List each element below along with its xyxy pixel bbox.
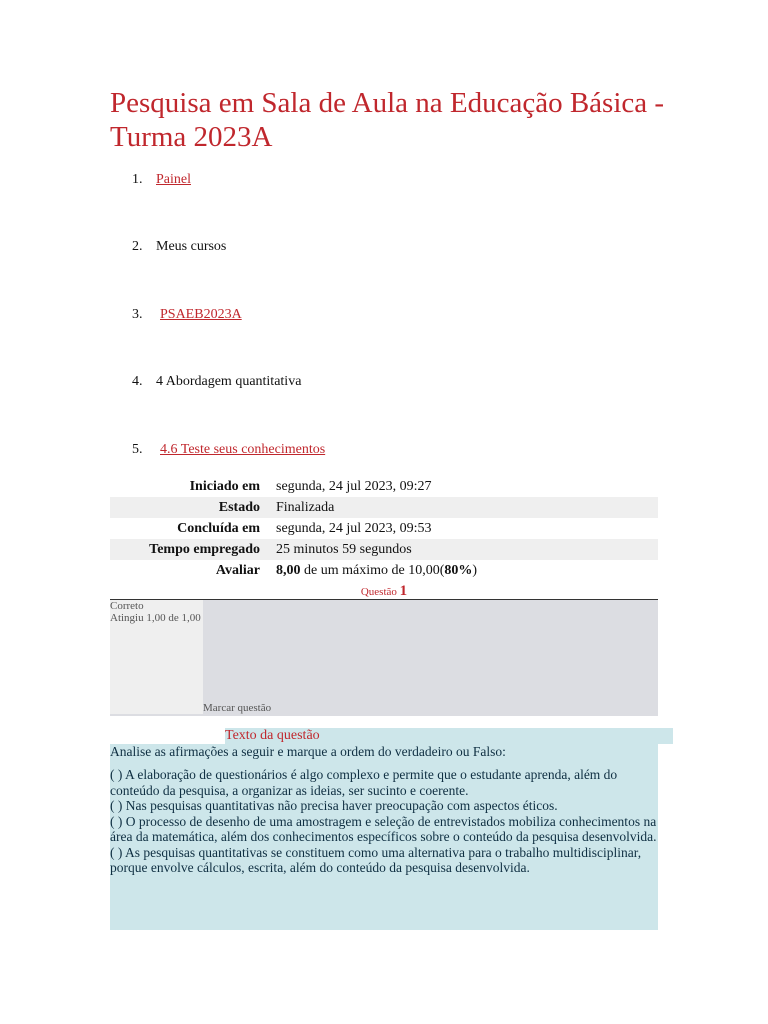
breadcrumb-link-painel[interactable]: Painel [156, 172, 191, 187]
summary-row-grade [110, 560, 658, 581]
breadcrumb-number: 5. [132, 442, 143, 457]
summary-value: segunda, 24 jul 2023, 09:53 [276, 520, 432, 536]
question-statement: ( ) Nas pesquisas quantitativas não precisa haver preocupação com aspectos éticos. [110, 798, 558, 813]
breadcrumb-text-section: 4 Abordagem quantitativa [156, 374, 302, 389]
question-intro: Analise as afirmações a seguir e marque a ordem do verdadeiro ou Falso: [110, 744, 506, 759]
summary-label: Estado [218, 499, 260, 515]
question-text-header: Texto da questão [225, 728, 673, 744]
summary-value: 25 minutos 59 segundos [276, 541, 412, 557]
summary-value: segunda, 24 jul 2023, 09:27 [276, 478, 432, 494]
summary-row-state [110, 497, 658, 518]
summary-value: Finalizada [276, 499, 335, 515]
question-statement: ( ) As pesquisas quantitativas se constituem como uma alternativa para o trabalho multidisciplinar, porque envolve cálculos, escrita, além do conteúdo da pesquisa desenvolvida. [110, 844, 642, 875]
breadcrumb-text-meus-cursos: Meus cursos [156, 239, 227, 254]
summary-label: Iniciado em [189, 478, 260, 494]
grade-score: 8,00 [276, 562, 301, 578]
breadcrumb-number: 3. [132, 307, 143, 322]
summary-label: Tempo empregado [149, 541, 260, 557]
grade-max-text: de um máximo de 10,00( [300, 562, 445, 578]
summary-row-time-taken [110, 539, 658, 560]
question-number: 1 [399, 583, 408, 599]
page-title: Pesquisa em Sala de Aula na Educação Básica - Turma 2023A [110, 87, 665, 153]
question-grade: Atingiu 1,00 de 1,00 [110, 612, 201, 624]
question-text [110, 744, 658, 930]
summary-label: Concluída em [177, 520, 260, 536]
breadcrumb-link-quiz[interactable]: 4.6 Teste seus conhecimentos [160, 442, 326, 457]
question-label [110, 583, 658, 600]
question-statements [110, 767, 658, 876]
grade-close-paren: ) [472, 562, 478, 578]
question-state: Correto [110, 600, 144, 612]
breadcrumb-link-course[interactable]: PSAEB2023A [160, 307, 242, 322]
question-label-text: Questão [360, 586, 397, 598]
question-statement: ( ) A elaboração de questionários é algo complexo e permite que o estudante aprenda, além do conteúdo da pesquisa, a organizar as ideias, ser sucinto e coerente. [110, 767, 618, 798]
summary-grade-value [268, 560, 658, 581]
summary-row-completed [110, 518, 658, 539]
grade-percent: 80% [444, 562, 473, 578]
flag-question-button[interactable]: Marcar questão [203, 702, 272, 714]
question-statement: ( ) O processo de desenho de uma amostragem e seleção de entrevistados mobiliza conhecimentos na área da matemática, além dos conhecimentos específicos sobre o conteúdo da pesquisa desenvolvida. [110, 813, 657, 844]
attempt-summary-table [110, 476, 658, 581]
question-info-panel [110, 600, 658, 716]
summary-row-started [110, 476, 658, 497]
breadcrumb-number: 2. [132, 239, 143, 254]
breadcrumb-number: 1. [132, 172, 143, 187]
breadcrumb-number: 4. [132, 374, 143, 389]
summary-label: Avaliar [215, 562, 260, 578]
